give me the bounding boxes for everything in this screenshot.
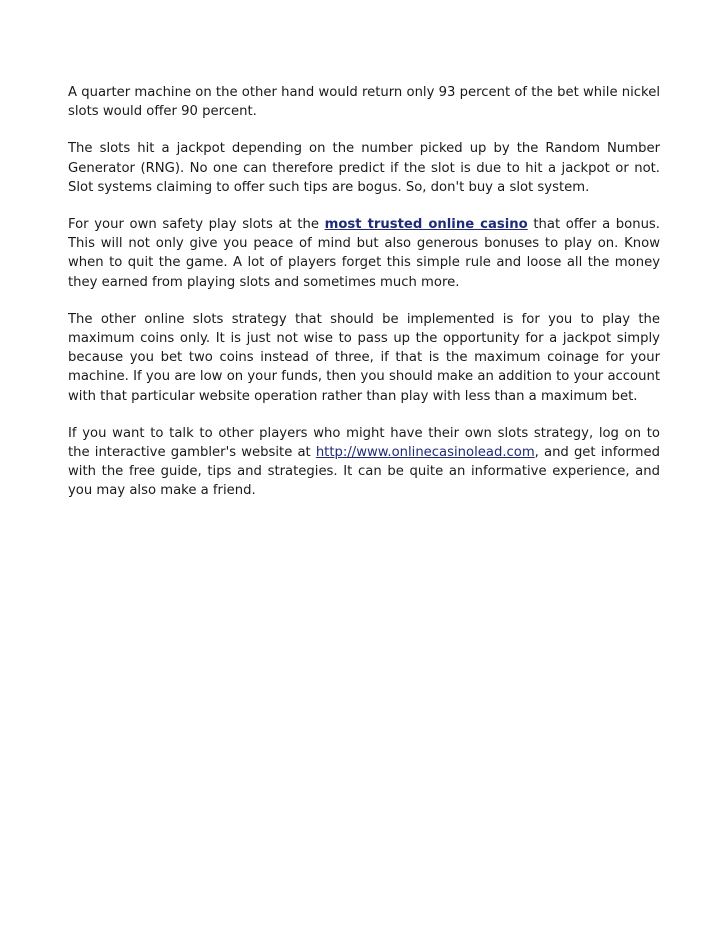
paragraph-jackpot-text: The slots hit a jackpot depending on the number picked up by the Random Number Generator (RNG). No one can therefore predict if the slot is due to hit a jackpot or not. Slot systems claiming to offer such tips are bogus. So, don't buy a slot system. xyxy=(68,141,660,195)
paragraph-payout xyxy=(68,83,660,121)
paragraph-max-coins xyxy=(68,310,660,406)
paragraph-safety xyxy=(68,215,660,292)
most-trusted-casino-link[interactable]: most trusted online casino xyxy=(324,217,528,233)
paragraph-community xyxy=(68,424,660,501)
paragraph-jackpot xyxy=(68,139,660,197)
document-page xyxy=(68,83,660,519)
paragraph-safety-intro: For your own safety play slots at the xyxy=(68,217,325,233)
paragraph-community-rest: , and get informed with the free guide, tips and strategies. It can be quite an informative experience, and you may also make a friend. xyxy=(68,445,660,499)
paragraph-payout-text: A quarter machine on the other hand would return only 93 percent of the bet while nickel slots would offer 90 percent. xyxy=(68,85,660,120)
paragraph-max-coins-text: The other online slots strategy that should be implemented is for you to play the maximum coins only. It is just not wise to pass up the opportunity for a jackpot simply because you bet two coins instead of three, if that is the maximum coinage for your machine. If you are low on your funds, then you should make an addition to your account with that particular website operation rather than play with less than a maximum bet. xyxy=(68,311,660,404)
paragraph-community-intro: If you want to talk to other players who might have their own slots strategy, log on to the interactive gambler's website at xyxy=(68,425,660,461)
casino-website-link[interactable]: http://www.onlinecasinolead.com xyxy=(315,445,535,461)
paragraph-safety-rest: that offer a bonus. This will not only give you peace of mind but also generous bonuses to play on. Know when to quit the game. A lot of players forget this simple rule and loose all the money they earned from playing slots and sometimes much more. xyxy=(68,217,660,290)
